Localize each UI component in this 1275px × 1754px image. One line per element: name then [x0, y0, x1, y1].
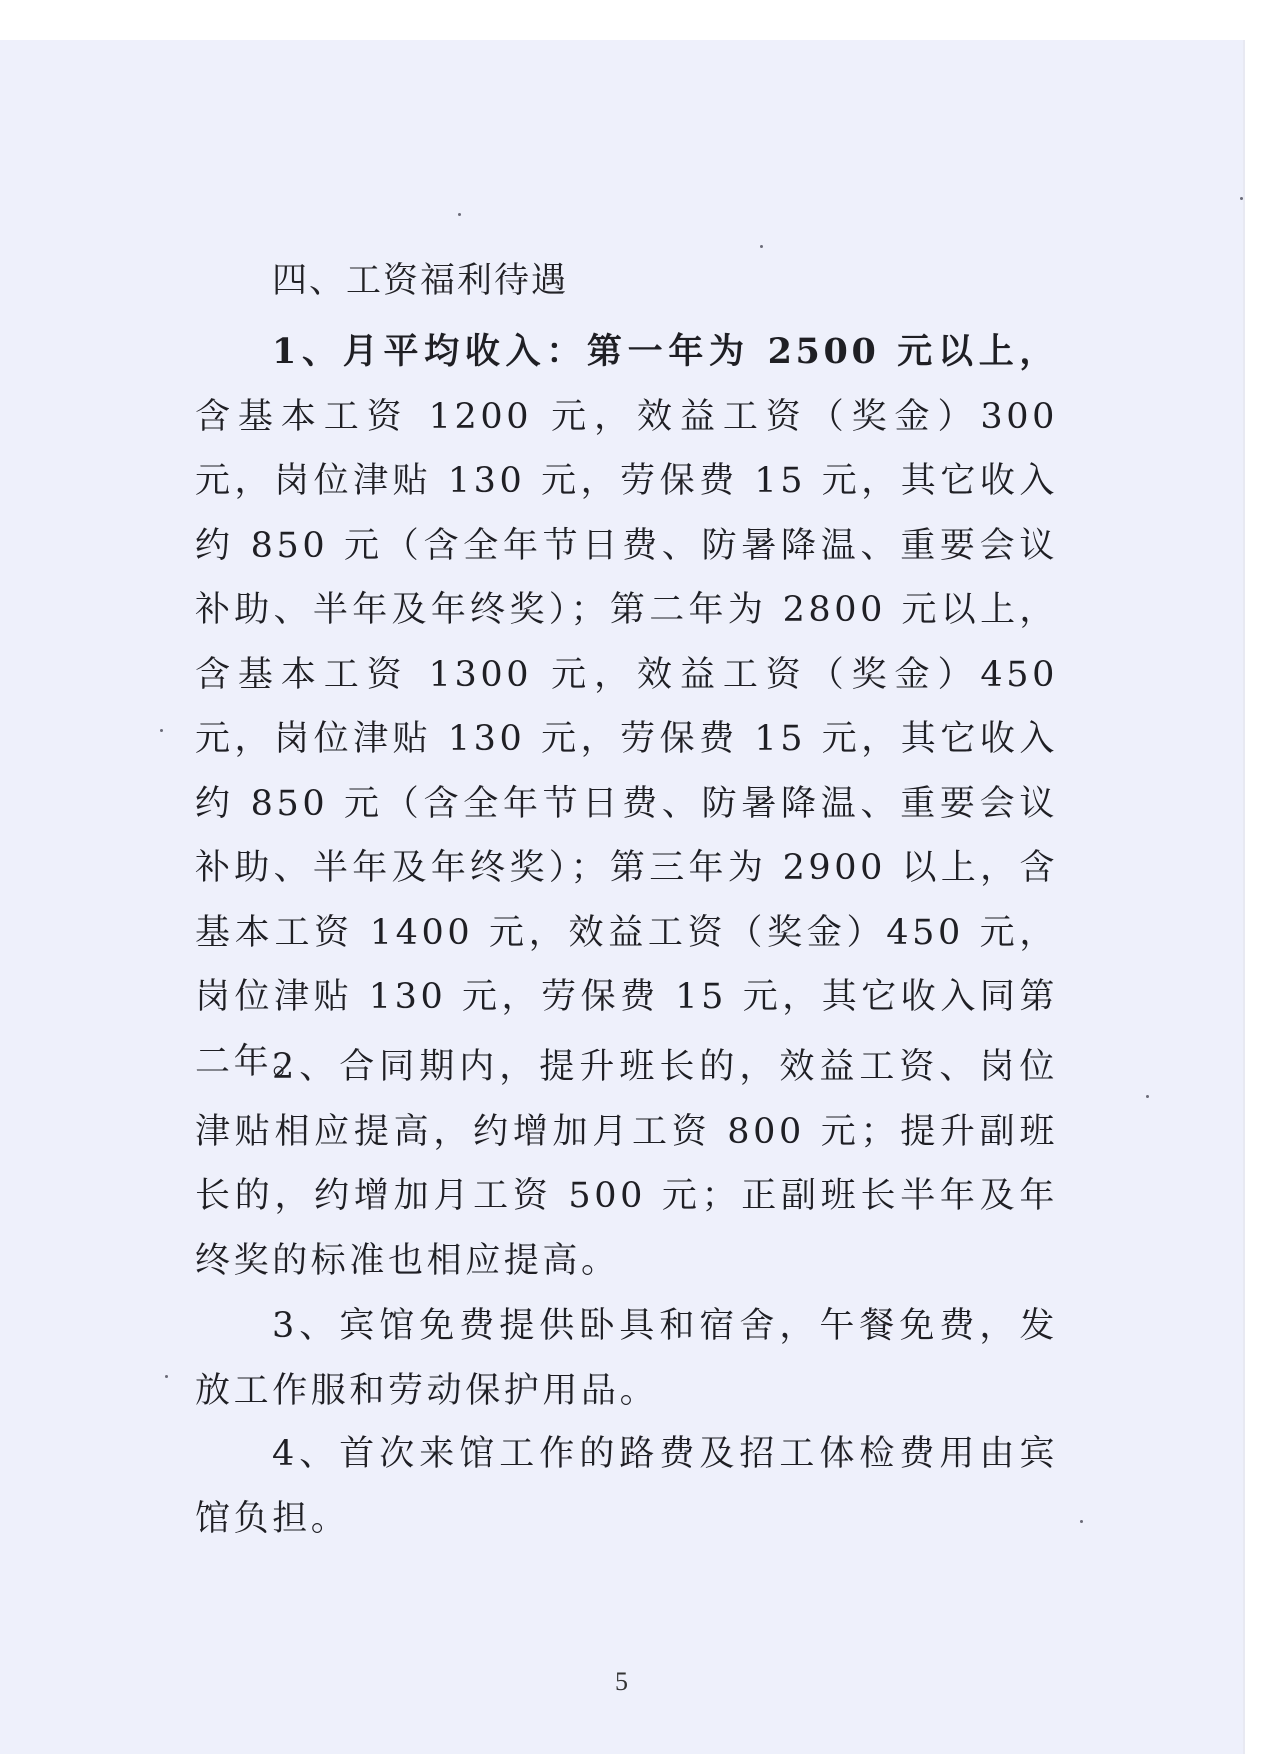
- scan-speck: [1146, 1095, 1149, 1098]
- paragraph-1-text: 含基本工资 1200 元，效益工资（奖金）300 元，岗位津贴 130 元，劳保费 15 元，其它收入约 850 元（含全年节日费、防暑降温、重要会议补助、半年及年终奖）；第二年为 2800 元以上，含基本工资 1300 元，效益工资（奖金）450 元，岗位津贴 130 元，劳保费 15 元，其它收入约 850 元（含全年节日费、防暑降温、重要会议补助、半年及年终奖）；第三年为 2900 以上，含基本工资 1400 元，效益工资（奖金）450 元，岗位津贴 130 元，劳保费 15 元，其它收入同第二年。: [195, 396, 1058, 1082]
- paragraph-1: [195, 320, 1058, 1094]
- scan-speck: [160, 729, 163, 732]
- paragraph-2: [195, 1035, 1058, 1293]
- paragraph-3-text: 3、宾馆免费提供卧具和宿舍，午餐免费，发放工作服和劳动保护用品。: [195, 1306, 1058, 1411]
- paragraph-2-text: 2、合同期内，提升班长的，效益工资、岗位津贴相应提高，约增加月工资 800 元；提升副班长的，约增加月工资 500 元；正副班长半年及年终奖的标准也相应提高。: [195, 1047, 1058, 1281]
- page-number: 5: [615, 1667, 628, 1696]
- paragraph-4: [195, 1422, 1058, 1551]
- section-heading: 四、工资福利待遇: [272, 261, 569, 301]
- scan-speck: [165, 1375, 168, 1378]
- scan-speck: [1240, 197, 1243, 200]
- scan-speck: [458, 213, 461, 216]
- paragraph-3: [195, 1294, 1058, 1423]
- paragraph-4-text: 4、首次来馆工作的路费及招工体检费用由宾馆负担。: [195, 1434, 1058, 1539]
- paragraph-1-lead: 1、月平均收入：第一年为 2500 元以上，: [272, 331, 1058, 372]
- scan-speck: [1080, 1520, 1083, 1523]
- scan-speck: [760, 245, 763, 248]
